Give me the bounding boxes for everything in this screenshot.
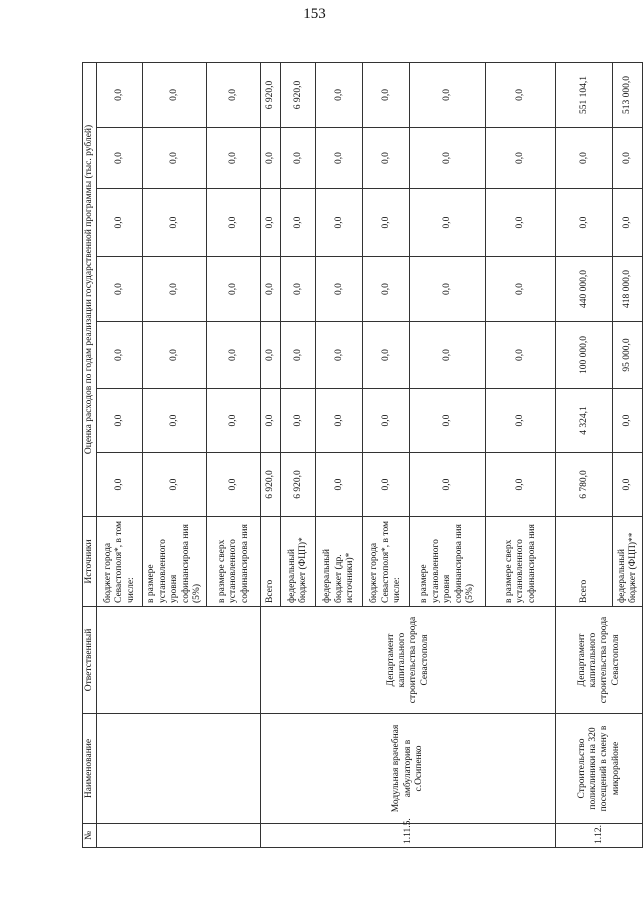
value-cell: 418 000,0 — [613, 257, 643, 322]
value-cell: 0,0 — [316, 322, 363, 389]
value-cell: 0,0 — [207, 389, 261, 453]
source-cell: федеральный бюджет (ФЦП)* — [281, 517, 316, 607]
value-cell: 0,0 — [486, 62, 556, 127]
value-cell: 0,0 — [207, 257, 261, 322]
value-cell: 0,0 — [486, 257, 556, 322]
value-cell: 0,0 — [486, 322, 556, 389]
header-responsible: Ответственный — [83, 607, 97, 714]
value-cell: 100 000,0 — [556, 322, 613, 389]
value-cell: 0,0 — [316, 257, 363, 322]
value-cell: 0,0 — [410, 453, 486, 517]
source-cell: бюджет города Севастополя*, в том числе: — [97, 517, 143, 607]
value-cell: 0,0 — [143, 189, 207, 257]
value-cell: 0,0 — [281, 257, 316, 322]
value-cell: 0,0 — [261, 322, 281, 389]
value-cell: 6 920,0 — [261, 62, 281, 127]
source-cell: бюджет города Севастополя*, в том числе: — [363, 517, 410, 607]
value-cell: 6 920,0 — [261, 453, 281, 517]
value-cell: 0,0 — [261, 189, 281, 257]
value-cell: 0,0 — [410, 257, 486, 322]
source-cell: в размере сверх установленного софинансирова ния — [486, 517, 556, 607]
page-number: 153 — [303, 6, 326, 22]
source-cell: Всего — [261, 517, 281, 607]
value-cell: 0,0 — [556, 189, 613, 257]
value-cell: 0,0 — [207, 62, 261, 127]
value-cell: 0,0 — [207, 128, 261, 189]
value-cell: 0,0 — [486, 389, 556, 453]
value-cell: 0,0 — [363, 257, 410, 322]
value-cell: 0,0 — [363, 389, 410, 453]
value-cell: 0,0 — [97, 322, 143, 389]
value-cell: 0,0 — [613, 389, 643, 453]
value-cell: 0,0 — [486, 128, 556, 189]
source-cell: в размере установленного уровня софинансирова ния (5%) — [143, 517, 207, 607]
budget-table-rotated — [82, 62, 643, 848]
source-cell: Всего — [556, 517, 613, 607]
value-cell: 0,0 — [410, 128, 486, 189]
value-cell: 0,0 — [281, 389, 316, 453]
item-responsible: Департамент капитального строительства города Севастополя — [556, 607, 643, 714]
value-cell: 0,0 — [97, 62, 143, 127]
value-cell: 0,0 — [613, 189, 643, 257]
value-cell: 0,0 — [261, 128, 281, 189]
header-estimate: Оценка расходов по годам реализации государственной программы (тыс. рублей) — [83, 62, 97, 516]
value-cell: 0,0 — [363, 453, 410, 517]
item-name: Строительство поликлиники на 320 посещений в смену в микрорайоне — [556, 714, 643, 824]
value-cell: 0,0 — [363, 189, 410, 257]
value-cell: 0,0 — [207, 322, 261, 389]
value-cell: 0,0 — [143, 257, 207, 322]
value-cell: 0,0 — [97, 128, 143, 189]
budget-table — [82, 62, 643, 848]
value-cell: 0,0 — [316, 62, 363, 127]
value-cell: 0,0 — [143, 62, 207, 127]
header-sources: Источники — [83, 517, 97, 607]
value-cell: 0,0 — [363, 62, 410, 127]
value-cell: 0,0 — [363, 322, 410, 389]
value-cell: 0,0 — [410, 389, 486, 453]
item-number: 1.11.5. — [261, 824, 556, 848]
value-cell: 4 324,1 — [556, 389, 613, 453]
value-cell: 0,0 — [316, 389, 363, 453]
source-cell: федеральный бюджет (др. источники)* — [316, 517, 363, 607]
value-cell: 6 920,0 — [281, 453, 316, 517]
value-cell: 0,0 — [261, 257, 281, 322]
header-name: Наименование — [83, 714, 97, 824]
value-cell: 0,0 — [316, 189, 363, 257]
value-cell: 551 104,1 — [556, 62, 613, 127]
value-cell: 0,0 — [97, 257, 143, 322]
value-cell: 0,0 — [143, 322, 207, 389]
value-cell: 0,0 — [316, 128, 363, 189]
value-cell: 513 000,0 — [613, 62, 643, 127]
source-cell: в размере установленного уровня софинансирова ния (5%) — [410, 517, 486, 607]
value-cell: 6 780,0 — [556, 453, 613, 517]
value-cell: 0,0 — [97, 389, 143, 453]
source-cell: федеральный бюджет (ФЦП)** — [613, 517, 643, 607]
value-cell: 0,0 — [556, 128, 613, 189]
value-cell: 0,0 — [143, 453, 207, 517]
item-number: 1.12. — [556, 824, 643, 848]
value-cell: 0,0 — [143, 128, 207, 189]
value-cell: 0,0 — [97, 453, 143, 517]
value-cell: 440 000,0 — [556, 257, 613, 322]
item-responsible: Департамент капитального строительства города Севастополя — [261, 607, 556, 714]
item-name: Модульная врачебная амбулатория в с.Осипенко — [261, 714, 556, 824]
value-cell: 0,0 — [97, 189, 143, 257]
value-cell: 0,0 — [207, 189, 261, 257]
value-cell: 0,0 — [410, 62, 486, 127]
value-cell: 0,0 — [486, 189, 556, 257]
value-cell: 0,0 — [281, 322, 316, 389]
value-cell: 0,0 — [281, 189, 316, 257]
value-cell: 0,0 — [613, 128, 643, 189]
value-cell: 0,0 — [410, 322, 486, 389]
value-cell: 0,0 — [410, 189, 486, 257]
value-cell: 0,0 — [143, 389, 207, 453]
value-cell: 0,0 — [363, 128, 410, 189]
value-cell: 0,0 — [207, 453, 261, 517]
table-row — [556, 62, 613, 847]
table-header-row — [83, 62, 97, 847]
value-cell: 0,0 — [281, 128, 316, 189]
value-cell: 95 000,0 — [613, 322, 643, 389]
value-cell: 0,0 — [613, 453, 643, 517]
table-row — [261, 62, 281, 847]
value-cell: 6 920,0 — [281, 62, 316, 127]
value-cell: 0,0 — [261, 389, 281, 453]
header-number: № — [83, 824, 97, 848]
source-cell: в размере сверх установленного софинансирова ния — [207, 517, 261, 607]
value-cell: 0,0 — [316, 453, 363, 517]
table-row — [97, 62, 143, 847]
value-cell: 0,0 — [486, 453, 556, 517]
